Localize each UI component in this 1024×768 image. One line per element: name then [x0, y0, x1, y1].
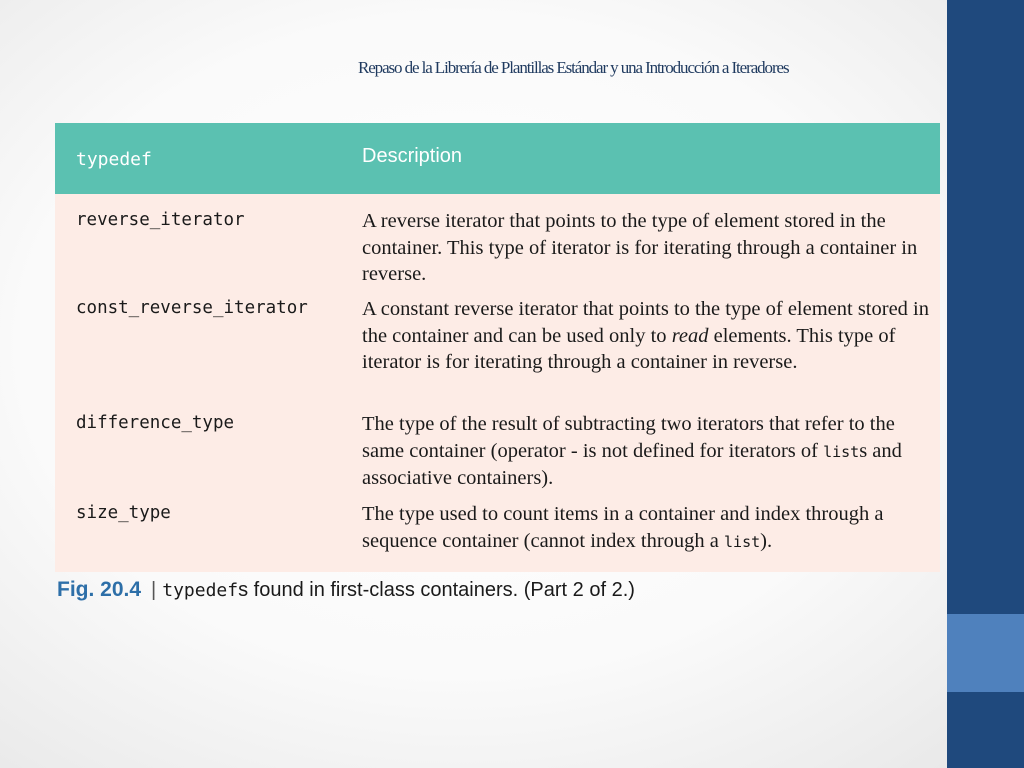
typedef-name: const_reverse_iterator: [76, 298, 308, 318]
table-header: [55, 123, 940, 194]
header-typedef: typedef: [76, 149, 152, 170]
sidebar-accent-block: [947, 614, 1024, 692]
slide-title: Repaso de la Librería de Plantillas Estándar y una Introducción a Iteradores: [358, 58, 789, 77]
typedef-description: A constant reverse iterator that points to the type of element stored in the container and can be used only to read elements. This type of iterator is for iterating through a container in reverse.: [362, 298, 930, 374]
typedef-name: reverse_iterator: [76, 210, 245, 230]
typedef-description: The type of the result of subtracting two iterators that refer to the same container (operator - is not defined for iterators of lists and associative containers).: [362, 413, 902, 490]
typedef-description: A reverse iterator that points to the type of element stored in the container. This type of iterator is for iterating through a container in reverse.: [362, 210, 918, 286]
table-body: [55, 194, 940, 572]
code-list: list: [823, 442, 860, 461]
header-description: Description: [362, 145, 463, 167]
figure-caption: [57, 578, 635, 602]
typedef-table: [55, 123, 940, 572]
code-list: list: [724, 532, 761, 551]
emphasis-read: read: [671, 324, 709, 347]
typedef-name: difference_type: [76, 413, 235, 433]
figure-number: Fig. 20.4: [57, 578, 142, 601]
table-row: [55, 405, 940, 495]
caption-text: s found in first-class containers. (Part 2 of 2.): [238, 579, 635, 601]
table-row: [55, 290, 940, 405]
table-row: [55, 495, 940, 565]
caption-separator: |: [151, 579, 157, 601]
caption-code: typedef: [162, 580, 239, 601]
table-row: [55, 202, 940, 290]
typedef-description: The type used to count items in a container and index through a sequence container (cannot index through a list).: [362, 503, 884, 552]
typedef-name: size_type: [76, 503, 171, 523]
